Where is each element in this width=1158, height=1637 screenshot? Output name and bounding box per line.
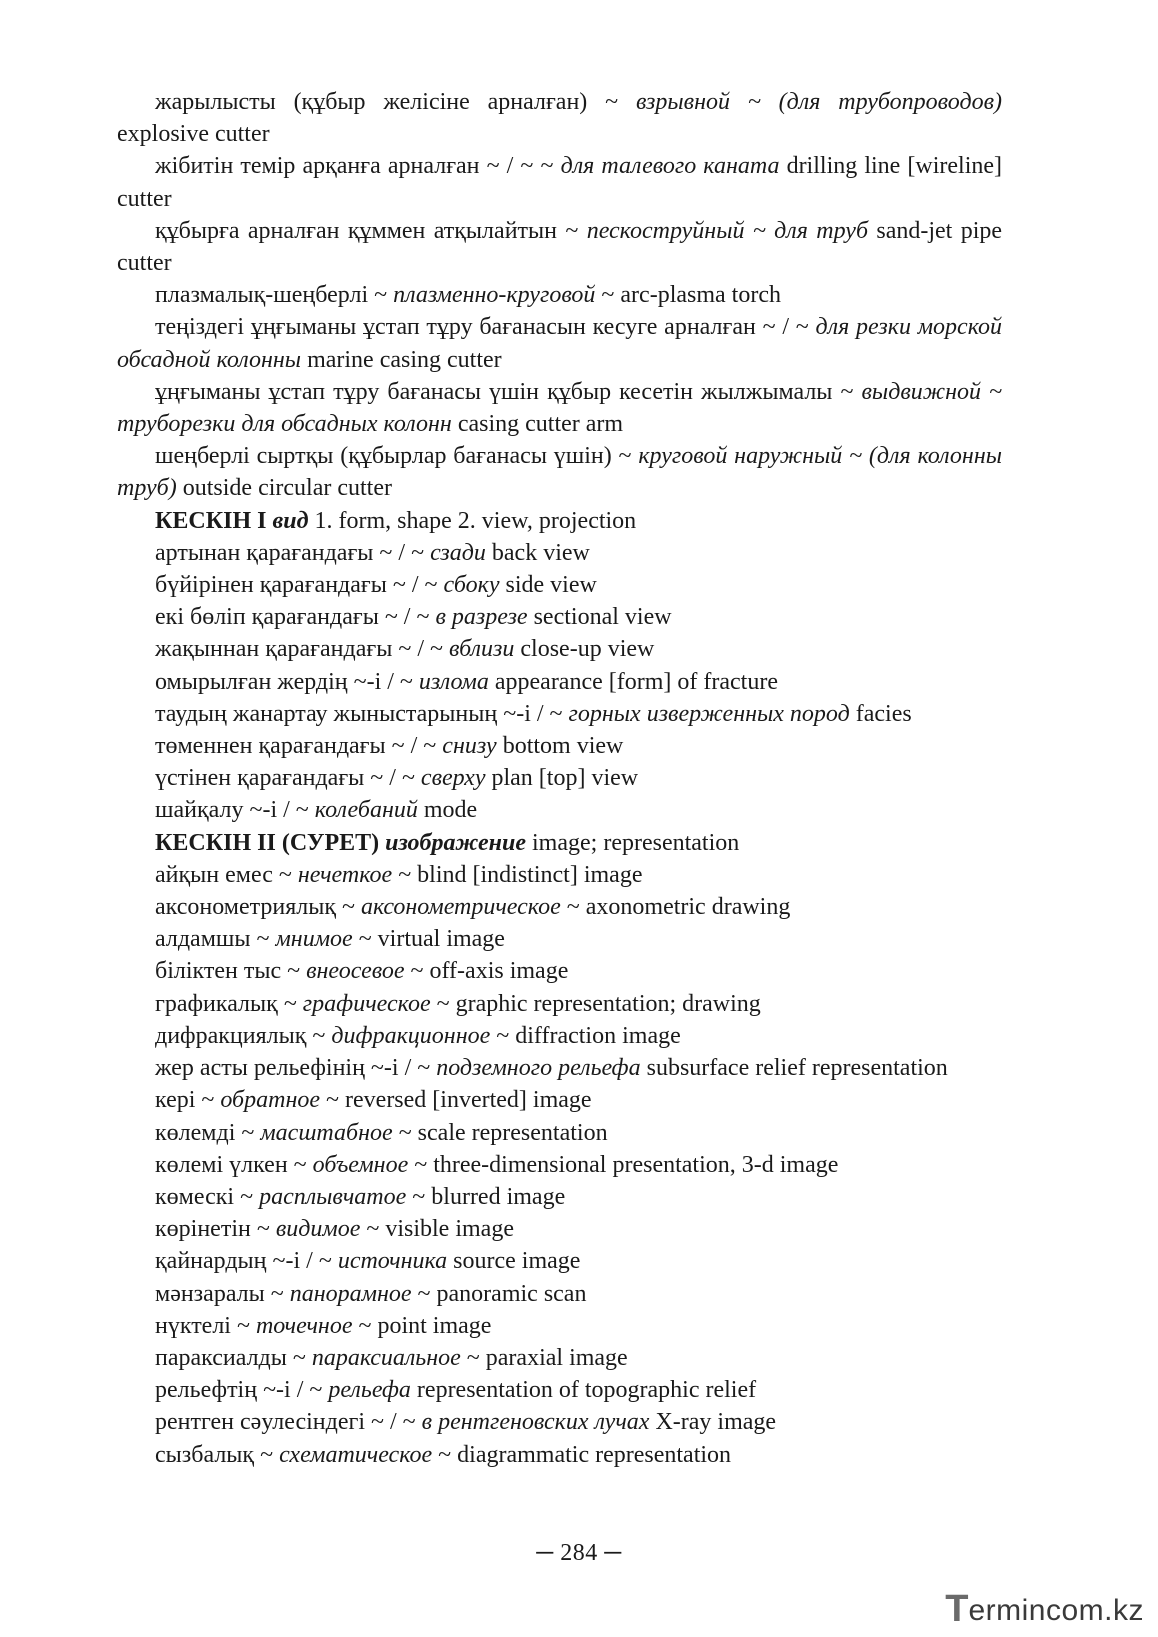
entry-russian-term: панорамное [289, 1280, 412, 1307]
entry-text: рельефтің ~-і / ~ [155, 1377, 329, 1404]
entry-text: төменнен қарағандағы ~ / ~ [155, 733, 443, 760]
entry-text: drilling line [wireline] cutter [117, 153, 1003, 212]
dictionary-entry [117, 827, 1002, 859]
dictionary-entry [117, 1084, 1002, 1116]
entry-text: image; representation [526, 829, 740, 856]
entry-russian-term: расплывчатое [259, 1183, 407, 1210]
entry-text: ~ off-axis image [404, 958, 569, 985]
entry-text: subsurface relief representation [640, 1055, 948, 1082]
entry-russian-term: в разрезе [435, 604, 528, 631]
entry-text: ~ blurred image [406, 1183, 566, 1210]
entry-text: source image [447, 1248, 581, 1275]
dictionary-entry [117, 1245, 1002, 1277]
dictionary-entry [117, 1181, 1002, 1213]
entry-headword: изображение [385, 829, 527, 856]
dictionary-entry [117, 1342, 1002, 1374]
entry-text: көрінетін ~ [155, 1216, 276, 1243]
entry-text: sectional view [527, 604, 672, 631]
entry-text: теңіздегі ұңғыманы ұстап тұру бағанасын кесуге арналған ~ / ~ [155, 314, 816, 341]
entry-text: close-up view [514, 636, 655, 663]
entry-text: параксиалды ~ [155, 1344, 312, 1371]
dictionary-entry [117, 601, 1002, 633]
entry-text: sand-jet pipe cutter [117, 217, 1003, 277]
entry-text: ~ panoramic scan [411, 1280, 587, 1307]
entry-text: plan [top] view [485, 765, 639, 792]
dictionary-entry [117, 1117, 1002, 1149]
entry-text: дифракциялық ~ [155, 1022, 332, 1049]
entry-text: back view [485, 539, 590, 566]
entry-text: explosive cutter [117, 121, 270, 148]
entry-text: шайқалу ~-і / ~ [155, 797, 315, 824]
entry-russian-term: мнимое [275, 926, 353, 953]
entry-text: бүйірінен қарағандағы ~ / ~ [155, 572, 444, 599]
dictionary-entry [117, 1439, 1002, 1471]
entry-text: құбырға арналған құммен атқылайтын ~ [155, 217, 587, 244]
entry-text: аксонометриялық ~ [155, 894, 362, 921]
entry-text: рентген сәулесіндегі ~ / ~ [155, 1409, 422, 1436]
dictionary-entry [117, 923, 1002, 955]
entry-text: айқын емес ~ [155, 861, 298, 888]
entry-text: жібитін темір арқанға арналған ~ / ~ ~ [155, 153, 561, 180]
entry-text: омырылған жердің ~-і / ~ [155, 668, 419, 695]
entry-text: қайнардың ~-і / ~ [155, 1248, 338, 1275]
dictionary-entry [117, 505, 1002, 537]
entry-russian-term: нечеткое [297, 861, 393, 888]
entry-text: жарылысты (құбыр желісіне арналған) ~ [155, 89, 636, 115]
entry-russian-term: подземного рельефа [436, 1055, 641, 1082]
entry-headword: КЕСКІН І [155, 507, 273, 534]
entry-russian-term: для талевого каната [560, 153, 780, 180]
dictionary-entry [117, 794, 1002, 826]
entry-text: алдамшы ~ [155, 926, 276, 953]
entry-text: біліктен тыс ~ [155, 958, 307, 985]
dictionary-entry [117, 633, 1002, 665]
entry-text: ~ reversed [inverted] image [320, 1087, 592, 1114]
entry-text: жер асты рельефінің ~-і / ~ [155, 1055, 437, 1082]
entry-text: екі бөліп қарағандағы ~ / ~ [155, 604, 436, 631]
entry-text: ~ axonometric drawing [560, 894, 791, 921]
entry-russian-term: видимое [275, 1216, 361, 1243]
entry-russian-term: рельефа [328, 1377, 411, 1404]
entry-text: жақыннан қарағандағы ~ / ~ [155, 636, 449, 663]
entry-text: representation of topographic relief [410, 1377, 757, 1404]
dictionary-entry [117, 891, 1002, 923]
entry-text: 1. form, shape 2. view, projection [308, 507, 637, 534]
entry-text: көлемді ~ [155, 1119, 261, 1146]
entry-russian-term: дифракционное [331, 1022, 491, 1049]
termincom-watermark[interactable] [945, 1588, 1144, 1630]
entry-russian-term: внеосевое [306, 958, 405, 985]
entry-text: мәнзаралы ~ [155, 1280, 290, 1307]
dictionary-entry [117, 279, 1002, 311]
dictionary-entry [117, 730, 1002, 762]
entry-text: ~ virtual image [352, 926, 505, 953]
watermark-text: ermincom [968, 1594, 1105, 1627]
entry-russian-term: параксиальное [311, 1344, 461, 1371]
entry-text: ~ paraxial image [460, 1344, 628, 1371]
entry-russian-term: пескоструйный ~ для труб [586, 217, 869, 244]
dictionary-entry [117, 1310, 1002, 1342]
entry-text: ~ arc-plasma torch [595, 282, 781, 309]
entry-russian-term: источника [337, 1248, 448, 1275]
entry-russian-term: плазменно-круговой [393, 282, 596, 309]
entry-russian-term: снизу [442, 733, 497, 760]
entry-text: көлемі үлкен ~ [155, 1151, 313, 1178]
entry-russian-term: излома [418, 668, 489, 695]
entry-text: mode [417, 797, 478, 824]
entry-russian-term: сзади [430, 539, 486, 566]
entry-text: плазмалық-шеңберлі ~ [155, 282, 394, 309]
dictionary-entry [117, 311, 1002, 375]
entry-text: ~ blind [indistinct] image [392, 861, 643, 888]
dictionary-entry [117, 569, 1002, 601]
entry-russian-term: аксонометрическое [361, 894, 561, 921]
entry-text: кері ~ [155, 1087, 221, 1114]
entry-russian-term: сбоку [443, 572, 500, 599]
entry-headword: вид [272, 507, 309, 534]
entry-text: ~ three-dimensional presentation, 3-d image [408, 1151, 839, 1178]
entry-text: facies [849, 700, 912, 727]
entry-russian-term: круговой наружный ~ (для колонны труб) [117, 443, 1002, 502]
dictionary-entry [117, 1406, 1002, 1438]
dictionary-entry [117, 215, 1002, 279]
entry-text: ~ diffraction image [490, 1022, 681, 1049]
entry-russian-term: сверху [420, 765, 486, 792]
entry-text: ~ point image [352, 1312, 492, 1339]
dictionary-entry [117, 1374, 1002, 1406]
watermark-domain: .kz [1104, 1594, 1144, 1627]
entry-russian-term: схематическое [279, 1441, 433, 1468]
entry-text: X-ray image [649, 1409, 777, 1436]
entry-russian-term: в рентгеновских лучах [421, 1409, 650, 1436]
dictionary-entry [117, 86, 1002, 150]
dictionary-entry [117, 762, 1002, 794]
dictionary-entry [117, 1149, 1002, 1181]
dictionary-entry [117, 150, 1002, 214]
entry-text: casing cutter arm [451, 411, 624, 438]
entry-text: ~ diagrammatic representation [432, 1441, 732, 1468]
entry-text: outside circular cutter [176, 475, 392, 502]
entry-text: графикалық ~ [155, 990, 303, 1017]
entry-text: сызбалық ~ [155, 1441, 280, 1468]
dictionary-entry [117, 1278, 1002, 1310]
dictionary-entry [117, 666, 1002, 698]
entry-text: артынан қарағандағы ~ / ~ [155, 539, 431, 566]
page-number: ─ 284 ─ [536, 1540, 622, 1566]
entry-text: ~ scale representation [392, 1119, 608, 1146]
entry-text: appearance [form] of fracture [488, 668, 778, 695]
dictionary-entry [117, 1213, 1002, 1245]
dictionary-entry [117, 955, 1002, 987]
dictionary-entry [117, 440, 1002, 504]
entry-text: bottom view [496, 733, 624, 760]
entry-russian-term: взрывной ~ (для трубопроводов) [635, 89, 1002, 115]
entry-text: үстінен қарағандағы ~ / ~ [155, 765, 421, 792]
dictionary-entry [117, 376, 1002, 440]
entry-text: ~ graphic representation; drawing [430, 990, 761, 1017]
dictionary-entry [117, 1020, 1002, 1052]
dictionary-entry [117, 1052, 1002, 1084]
entry-russian-term: масштабное [260, 1119, 393, 1146]
entry-russian-term: горных изверженных пород [568, 700, 850, 727]
entry-text: шеңберлі сыртқы (құбырлар бағанасы үшін) ~ [155, 443, 639, 470]
dictionary-entry [117, 988, 1002, 1020]
dictionary-entry [117, 859, 1002, 891]
entry-russian-term: колебаний [314, 797, 418, 824]
entry-russian-term: обратное [220, 1087, 321, 1114]
entry-russian-term: объемное [312, 1151, 409, 1178]
entry-russian-term: точечное [255, 1312, 353, 1339]
entry-text: side view [499, 572, 597, 599]
entry-text: ұңғыманы ұстап тұру бағанасы үшін құбыр кесетін жылжымалы ~ [155, 378, 862, 405]
entry-russian-term: графическое [302, 990, 431, 1017]
entry-text: marine casing cutter [301, 346, 502, 373]
entry-headword: КЕСКІН ІІ (СУРЕТ) [155, 829, 386, 856]
entry-text: көмескі ~ [155, 1183, 260, 1210]
entry-text: таудың жанартау жыныстарының ~-і / ~ [155, 700, 569, 727]
entry-text: ~ visible image [360, 1216, 514, 1243]
entry-russian-term: вблизи [448, 636, 515, 663]
entry-russian-term: выдвижной ~ труборезки для обсадных колонн [117, 378, 1003, 438]
dictionary-entries [117, 86, 1002, 1471]
entry-russian-term: для резки морской обсадной колонны [117, 314, 1002, 373]
dictionary-entry [117, 698, 1002, 730]
entry-text: нүктелі ~ [155, 1312, 256, 1339]
dictionary-entry [117, 537, 1002, 569]
watermark-letter: T [945, 1588, 969, 1630]
